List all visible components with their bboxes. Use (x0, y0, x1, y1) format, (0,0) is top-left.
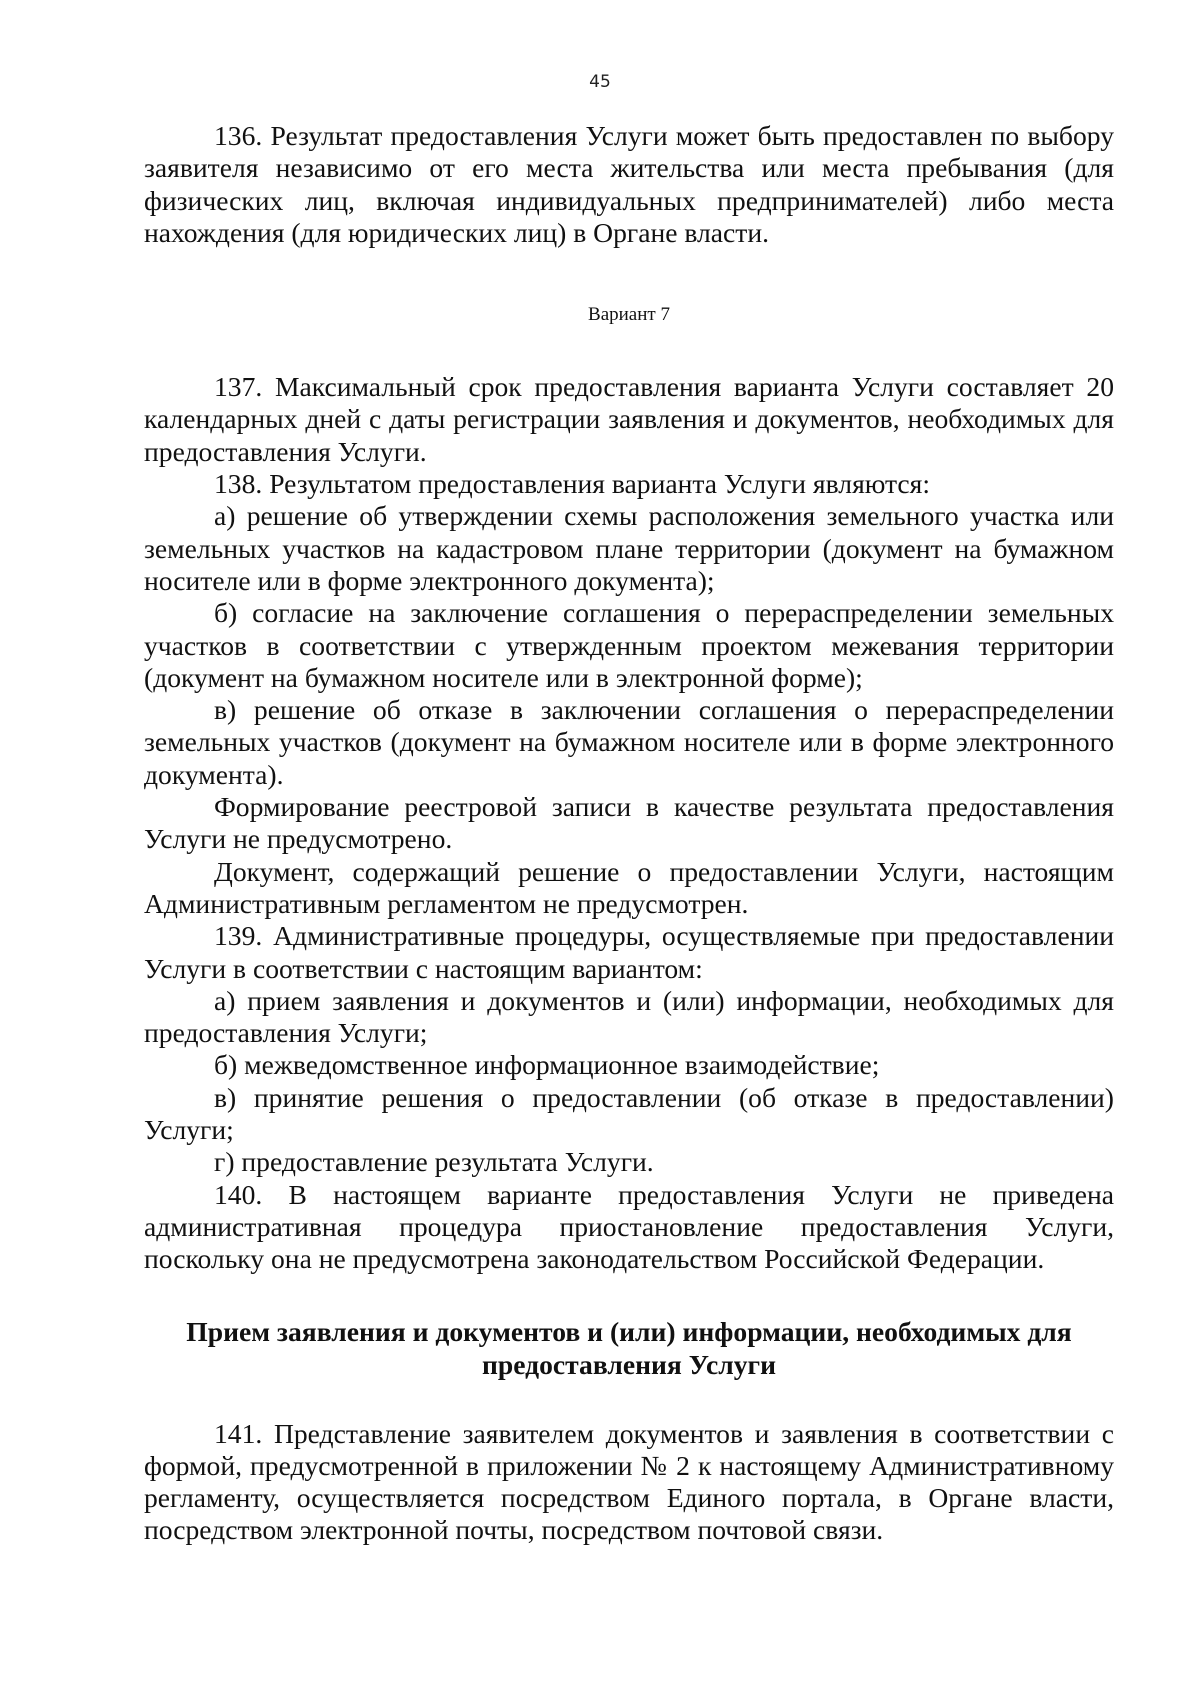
document-body (144, 120, 1114, 1547)
paragraph-139-g: г) предоставление результата Услуги. (214, 1146, 654, 1178)
paragraph-138-b: б) согласие на заключение соглашения о перераспределении земельных участков в соответствии с утвержденным проектом межевания территории (документ на бумажном носителе или в электронной форме); (144, 597, 1114, 693)
paragraph-137: 137. Максимальный срок предоставления варианта Услуги составляет 20 календарных дней с даты регистрации заявления и документов, необходимых для предоставления Услуги. (144, 371, 1114, 467)
paragraph-136: 136. Результат предоставления Услуги может быть предоставлен по выбору заявителя независимо от его места жительства или места пребывания (для физических лиц, включая индивидуальных предпринимателей) либо места нахождения (для юридических лиц) в Органе власти. (144, 120, 1114, 248)
paragraph-138-v: в) решение об отказе в заключении соглашения о перераспределении земельных участков (документ на бумажном носителе или в форме электронного документа). (144, 694, 1114, 790)
paragraph-139-b: б) межведомственное информационное взаимодействие; (214, 1049, 880, 1081)
paragraph-decision-note: Документ, содержащий решение о предоставлении Услуги, настоящим Административным регламентом не предусмотрен. (144, 855, 1114, 919)
section-heading: Прием заявления и документов и (или) информации, необходимых для предоставления Услуги (186, 1315, 1072, 1380)
paragraph-139-a: а) прием заявления и документов и (или) информации, необходимых для предоставления Услуги; (144, 984, 1114, 1049)
spacer (144, 1381, 1114, 1418)
paragraph-141: 141. Представление заявителем документов и заявления в соответствии с формой, предусмотренной в приложении № 2 к настоящему Административному регламенту, осуществляется посредством Единого портала, в Органе власти, посредством электронной почты, посредством почтовой связи. (144, 1417, 1114, 1546)
spacer (144, 327, 1114, 371)
paragraph-registry-note: Формирование реестровой записи в качестве результата предоставления Услуги не предусмотрено. (144, 791, 1114, 855)
paragraph-139: 139. Административные процедуры, осуществляемые при предоставлении Услуги в соответствии с настоящим вариантом: (144, 920, 1114, 984)
spacer (144, 1276, 1114, 1315)
paragraph-140: 140. В настоящем варианте предоставления Услуги не приведена административная процедура приостановление предоставления Услуги, поскольку она не предусмотрена законодательством Российской Федерации. (144, 1178, 1114, 1275)
paragraph-138-a: а) решение об утверждении схемы расположения земельного участка или земельных участков на кадастровом плане территории (документ на бумажном носителе или в форме электронного документа); (144, 500, 1114, 596)
paragraph-138: 138. Результатом предоставления варианта Услуги являются: (214, 468, 931, 500)
variant-title: Вариант 7 (588, 304, 670, 326)
page-number: 45 (589, 72, 611, 92)
paragraph-139-v: в) принятие решения о предоставлении (об отказе в предоставлении) Услуги; (144, 1081, 1114, 1146)
spacer (144, 249, 1114, 303)
